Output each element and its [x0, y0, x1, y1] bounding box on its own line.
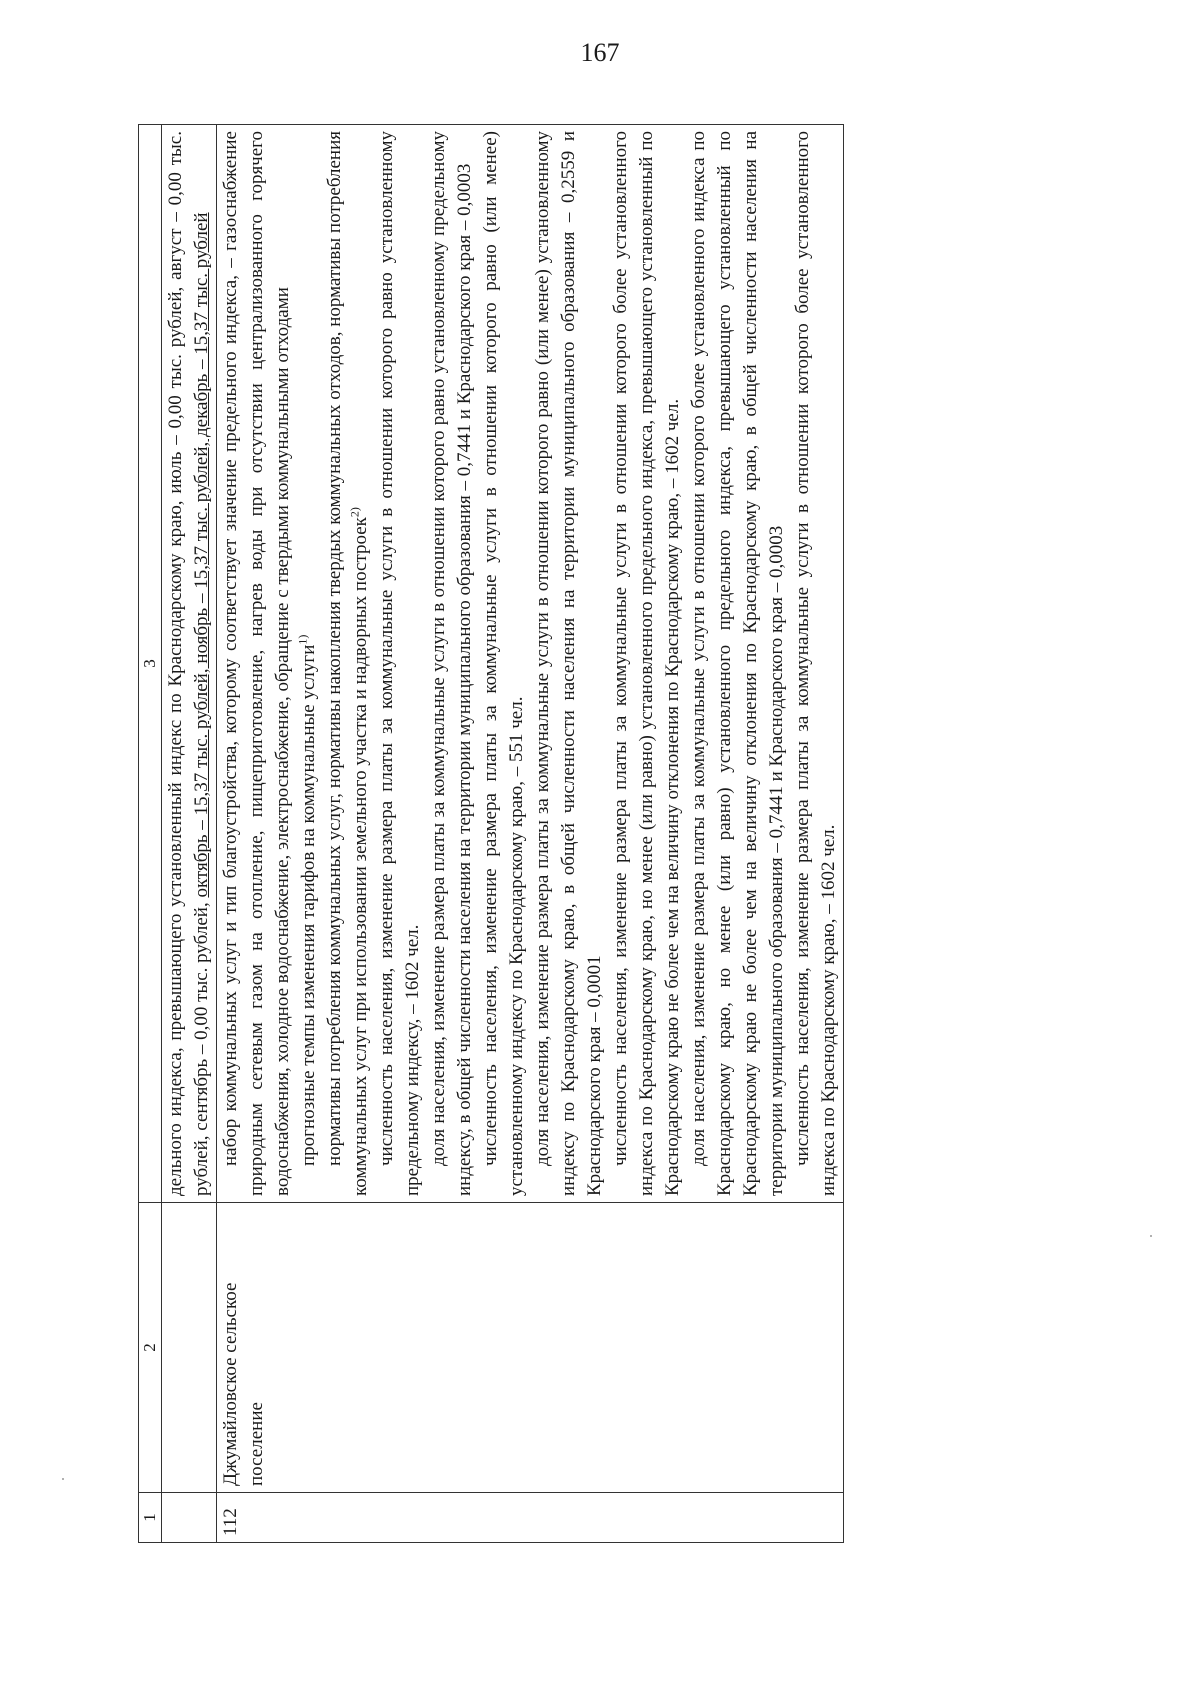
paragraph: численность населения, изменение размера платы за коммунальные услуги в отношении которого равно установленному предельному индексу, – 1602 чел.	[376, 131, 423, 1196]
header-col-1: 1	[139, 1493, 162, 1543]
paragraph	[296, 131, 322, 1196]
paragraph: численность населения, изменение размера платы за коммунальные услуги в отношении которого равно (или менее) установленному индексу по Краснодарскому краю, – 551 чел.	[480, 131, 527, 1196]
table-header-row	[139, 125, 162, 1543]
footnote-mark: 1)	[295, 634, 310, 645]
footnote-mark: 2)	[347, 507, 362, 518]
continuation-underlined-text: октябрь – 15,37 тыс. рублей, ноябрь – 15,37 тыс. рублей, декабрь – 15,37 тыс. рублей	[191, 212, 212, 898]
paragraph: численность населения, изменение размера платы за коммунальные услуги в отношении которого более установленного индекса по Краснодарскому краю, но менее (или равно) установленного предельного индекса, превышающего установленный по Краснодарскому краю не более чем на величину отклонения по Краснодарскому краю, – 1602 чел.	[610, 131, 683, 1196]
continuation-text: дельного индекса, превышающего установленный индекс по Краснодарскому краю, июль – 0,00 тыс. рублей, август – 0,00 тыс. рублей, сентябрь – 0,00 тыс. рублей,	[165, 131, 212, 1196]
cell-empty-2	[162, 1203, 217, 1493]
table-row-112	[217, 125, 844, 1543]
paragraph: доля населения, изменение размера платы за коммунальные услуги в отношении которого более установленного индекса по Краснодарскому краю, но менее (или равно) установленного предельного индекса, превышающего установленный по Краснодарскому краю не более чем на величину отклонения по Краснодарскому краю, в общей численности населения на территории муниципального образования – 0,7441 и Краснодарского края – 0,0003	[688, 131, 787, 1196]
paragraph: доля населения, изменение размера платы за коммунальные услуги в отношении которого равно (или менее) установленному индексу по Краснодарскому краю, в общей численности населения на территории муниципального образования – 0,2559 и Краснодарского края – 0,0001	[532, 131, 605, 1196]
rotated-table-container	[138, 125, 1058, 1543]
header-col-2: 2	[139, 1203, 162, 1493]
paragraph: набор коммунальных услуг и тип благоустройства, которому соответствует значение предельного индекса, – газоснабжение природным сетевым газом на отопление, пищеприготовление, нагрев воды при отсутствии централизованного горячего водоснабжения, холодное водоснабжение, электроснабжение, обращение с твердыми коммунальными отходами	[220, 131, 293, 1196]
paragraph	[322, 131, 374, 1196]
cell-empty-1	[162, 1493, 217, 1543]
paragraph: доля населения, изменение размера платы за коммунальные услуги в отношении которого равно установленному предельному индексу, в общей численности населения на территории муниципального образования – 0,7441 и Краснодарского края – 0,0003	[428, 131, 475, 1196]
paragraph: численность населения, изменение размера платы за коммунальные услуги в отношении которого более установленного индекса по Краснодарскому краю, – 1602 чел.	[792, 131, 839, 1196]
scan-speck	[1150, 1235, 1152, 1237]
continuation-cell	[162, 125, 217, 1203]
header-col-3: 3	[139, 125, 162, 1203]
data-table	[138, 124, 844, 1543]
row-details	[217, 125, 844, 1203]
paragraph-text: нормативы потребления коммунальных услуг, нормативы накопления твердых коммунальных отходов, нормативы потребления коммунальных услуг при использовании земельного участка и надворных построек	[324, 131, 371, 1196]
scan-speck	[62, 1478, 64, 1480]
paragraph-text: прогнозные темпы изменения тарифов на коммунальные услуги	[298, 644, 319, 1166]
row-number: 112	[217, 1493, 844, 1543]
table-row-continuation	[162, 125, 217, 1543]
page-number: 167	[580, 38, 620, 67]
settlement-name: Джумайловское сельское поселение	[217, 1203, 844, 1493]
